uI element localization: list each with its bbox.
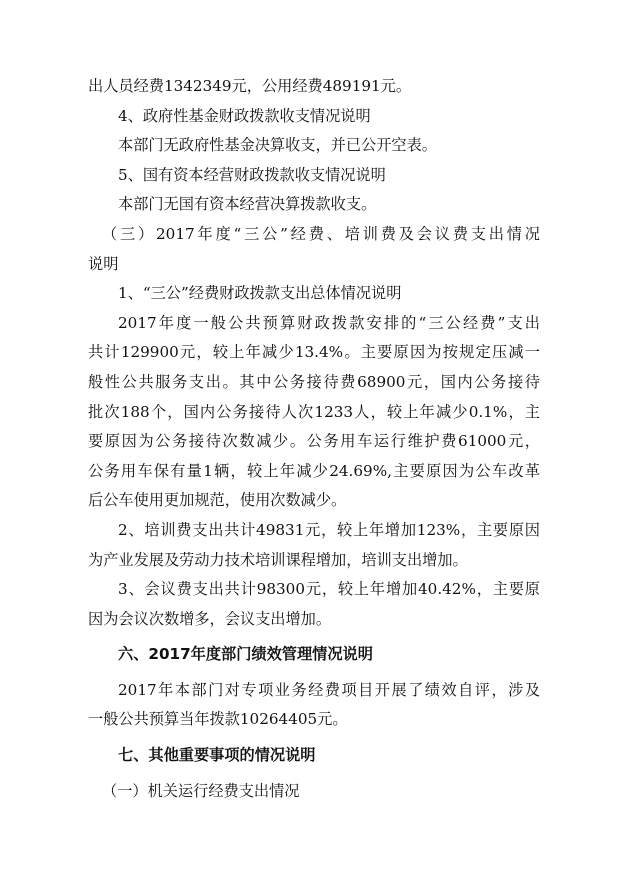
subheading-operating-expenses: （一）机关运行经费支出情况 [102,781,300,800]
paragraph-line: 为产业发展及劳动力技术培训课程增加，培训支出增加。 [88,550,468,569]
paragraph-line: 2017年度一般公共预算财政拨款安排的“三公经费”支出 [118,313,540,332]
paragraph-line: 般性公共服务支出。其中公务接待费68900元，国内公务接待 [88,372,540,391]
paragraph-line: 出人员经费1342349元，公用经费489191元。 [88,77,412,95]
section-heading-three-public-cont: 说明 [88,254,119,273]
section-heading-performance: 六、2017年度部门绩效管理情况说明 [118,645,373,664]
paragraph-line: 本部门无政府性基金决算收支，并已公开空表。 [118,136,437,155]
document-page [88,72,540,806]
section-heading-three-public: （三）2017年度“三公”经费、培训费及会议费支出情况 [102,224,540,243]
paragraph-line: 2、培训费支出共计49831元，较上年增加123%，主要原因 [118,520,540,539]
paragraph-line: 本部门无国有资本经营决算拨款收支。 [118,195,377,214]
subheading-government-fund: 4、政府性基金财政拨款收支情况说明 [118,106,371,125]
paragraph-line: 因为会议次数增多，会议支出增加。 [88,609,331,628]
paragraph-line: 后公车使用更加规范，使用次数减少。 [88,491,347,510]
paragraph-line: 批次188个，国内公务接待人次1233人，较上年减少0.1%，主 [88,402,540,421]
paragraph-line: 公务用车保有量1辆，较上年减少24.69%,主要原因为公车改革 [88,461,540,480]
paragraph-line: 要原因为公务接待次数减少。公务用车运行维护费61000元， [88,432,540,451]
paragraph-line: 2017年本部门对专项业务经费项目开展了绩效自评，涉及 [118,680,540,699]
paragraph-line: 3、会议费支出共计98300元，较上年增加40.42%，主要原 [118,580,540,599]
paragraph-line: 一般公共预算当年拨款10264405元。 [88,710,348,729]
subheading-three-public-overview: 1、“三公”经费财政拨款支出总体情况说明 [118,284,402,303]
paragraph-line: 共计129900元，较上年减少13.4%。主要原因为按规定压减一 [88,343,540,362]
subheading-state-capital: 5、国有资本经营财政拨款收支情况说明 [118,165,386,184]
section-heading-other-matters: 七、其他重要事项的情况说明 [118,746,316,765]
